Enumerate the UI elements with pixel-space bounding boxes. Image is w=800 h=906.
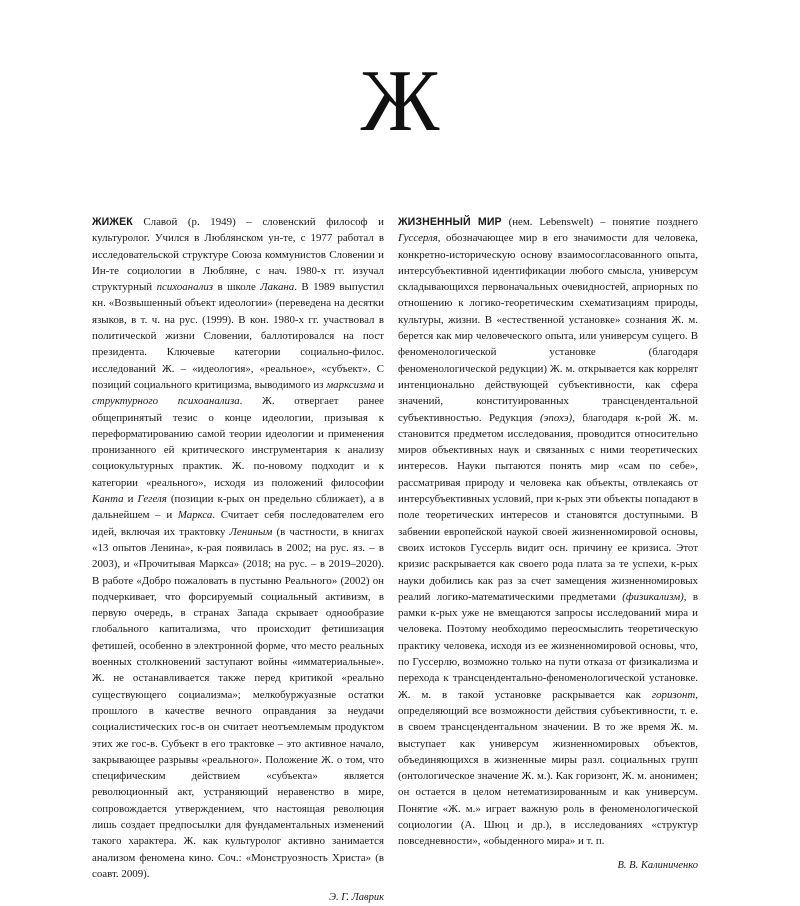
text-run: и <box>375 378 384 391</box>
italic-term: Маркса <box>177 509 213 522</box>
italic-term: марксизма <box>326 378 376 391</box>
article-author: Э. Г. Лаврик <box>329 892 384 904</box>
italic-term: Лениным <box>229 525 273 538</box>
text-run: Славой (р. 1949) – словенский философ и культуролог. Учился в Люблянском ун-те, с 1977 работал в исследовательской структуре Союза коммунистов Словении и Ин-те социологии в Любляне, с нач. 1980-х гг. изучал структурный <box>92 216 384 294</box>
text-run: в школе <box>213 281 261 294</box>
article-right-body <box>398 214 698 850</box>
article-text <box>92 216 384 880</box>
article-headword: ЖИЖЕК <box>92 216 133 228</box>
text-run: , благодаря к-рой Ж. м. становится предметом исследования, проводится относительно миров объективных наук и связанных с ними теоретических интересов. Науки пытаются понять мир «сам по себе», рассматривая природу и человека как объекты, отвлекаясь от интерсубъективных условий, при к-рых эти объекты попадают в поле теоретических интересов и становятся доступными. В забвении европейской наукой своей жизненномировой основы, своих истоков Гуссерль видит осн. причину ее кризиса. Этот кризис раскрывается как своего рода плата за те успехи, к-рых науки добились как раз за счет замещения жизненномировых реалий логико-математическими предметами <box>398 411 698 603</box>
article-headword: ЖИЗНЕННЫЙ МИР <box>398 216 502 228</box>
italic-term: Гегеля <box>137 493 167 506</box>
article-left-body <box>92 214 384 882</box>
text-run: (нем. Lebenswelt) – понятие позднего <box>501 216 699 228</box>
article-text <box>398 216 698 847</box>
italic-term: психоанализ <box>156 281 214 294</box>
italic-term: горизонт <box>651 688 696 701</box>
text-run: . В 1989 выпустил кн. «Возвышенный объект идеологии» (переведена на десятки языков, в т. ч. на рус. (1999). В кон. 1980-х гг. участвовал в политической жизни Словении, баллотировался на пост президента. Ключевые категории социально-филос. исследований Ж. – «идеология», «реальное», «субъект». С позиций социального критицизма, выводимого из <box>92 281 384 391</box>
text-run: (позиции к-рых он предельно сближает), а в дальнейшем – и <box>92 493 384 522</box>
italic-term: (физикализм) <box>622 590 684 603</box>
text-run: , обозначающее мир в его значимости для человека, конкретно-историческую основу взаимосогласованного опыта, интерсубъективной идентификации любого смысла, универсум складывающихся первоначальных очевидностей, априорных по отношению к логико-теоретическим схематизациям природы, культуры, жизни. В «естественной установке» сознания Ж. м. берется как мир человеческого опыта, или универсум сущего. В феноменологической установке (благодаря феноменологической редукции) Ж. м. открывается как коррелят интенционально действующей субъективности, как сфера значений, конституированных трансцендентальной субъективностью. Редукция <box>398 232 698 424</box>
italic-term: Лакана <box>260 281 295 294</box>
article-right <box>398 214 698 874</box>
italic-term: Гуссерля <box>398 232 438 245</box>
text-run: и <box>123 493 138 506</box>
article-left <box>92 214 384 906</box>
page-letter: Ж <box>360 53 440 150</box>
article-author: В. В. Калиниченко <box>617 859 698 871</box>
text-run: . Ж. отвергает ранее общепринятый тезис о конце идеологии, призывая к переформатированию самой теории идеологии и применения пронизанного ей критического инструментария к анализу социокультурных практик. Ж. по-новому подходит и к категории «реального», исходя из положений философии <box>92 395 384 489</box>
italic-term: Канта <box>92 493 124 506</box>
text-run: , в рамки к-рых уже не вмещаются запросы исследований мира и человека. Поэтому необходимо переосмыслить теоретическую практику человека, исходя из ее жизненномировой основы, что, по Гуссерлю, возможно только на пути отказа от физикализма и перехода к трансцендентально-феноменологической установке. Ж. м. в такой установке раскрывается как <box>398 590 698 701</box>
italic-term: структурного психоанализа <box>92 395 240 408</box>
italic-term: (эпохэ) <box>539 411 573 424</box>
text-run: , определяющий все возможности действия субъективности, т. е. в своем трансцендентальном значении. В то же время Ж. м. выступает как универсум жизненномировых объектов, объединяющихся в жизненные миры разл. социальных групп (онтологическое значение Ж. м.). Как горизонт, Ж. м. анонимен; он остается в целом нетематизированным и как универсум. Понятие «Ж. м.» играет важную роль в феноменологической социологии (А. Шюц и др.), в исследованиях «структур повседневности», «обыденного мира» и т. п. <box>398 688 698 848</box>
text-run: . Считает себя последователем его идей, включая их трактовку <box>92 509 384 538</box>
text-run: (в частности, в книгах «13 опытов Ленина», к-рая появилась в 2002; на рус. яз. – в 2003), и «Прочитывая Маркса» (2018; на рус. – в 2019–2020). В работе «Добро пожаловать в пустыню Реального» (2002) он подчеркивает, что форсируемый социальный активизм, в первую очередь, в странах Запада скрывает однообразие глобального капитализма, что происходит фетишизация фетишей, особенно в электронной форме, что место реальных военных столкновений заступают войны «имматериальные». Ж. не останавливается также перед критикой «реально существующего социализма»; мелкобуржуазные остатки прошлого в качестве вечного оправдания за неудачи социалистических гос-в он считает неотъемлемым продуктом этих же гос-в. Субъект в его трактовке – это активное начало, закрывающее разрывы «реального». Положение Ж. о том, что специфическим действием «субъекта» является революционный акт, устраняющий неравенство в мире, сопровождается утверждением, что настоящая революция лишь создает предпосылки для фундаментальных изменений такого характера. Ж. как культуролог активно занимается анализом феномена кино. Соч.: «Монструозность Христа» (в соавт. 2009). <box>92 525 385 880</box>
